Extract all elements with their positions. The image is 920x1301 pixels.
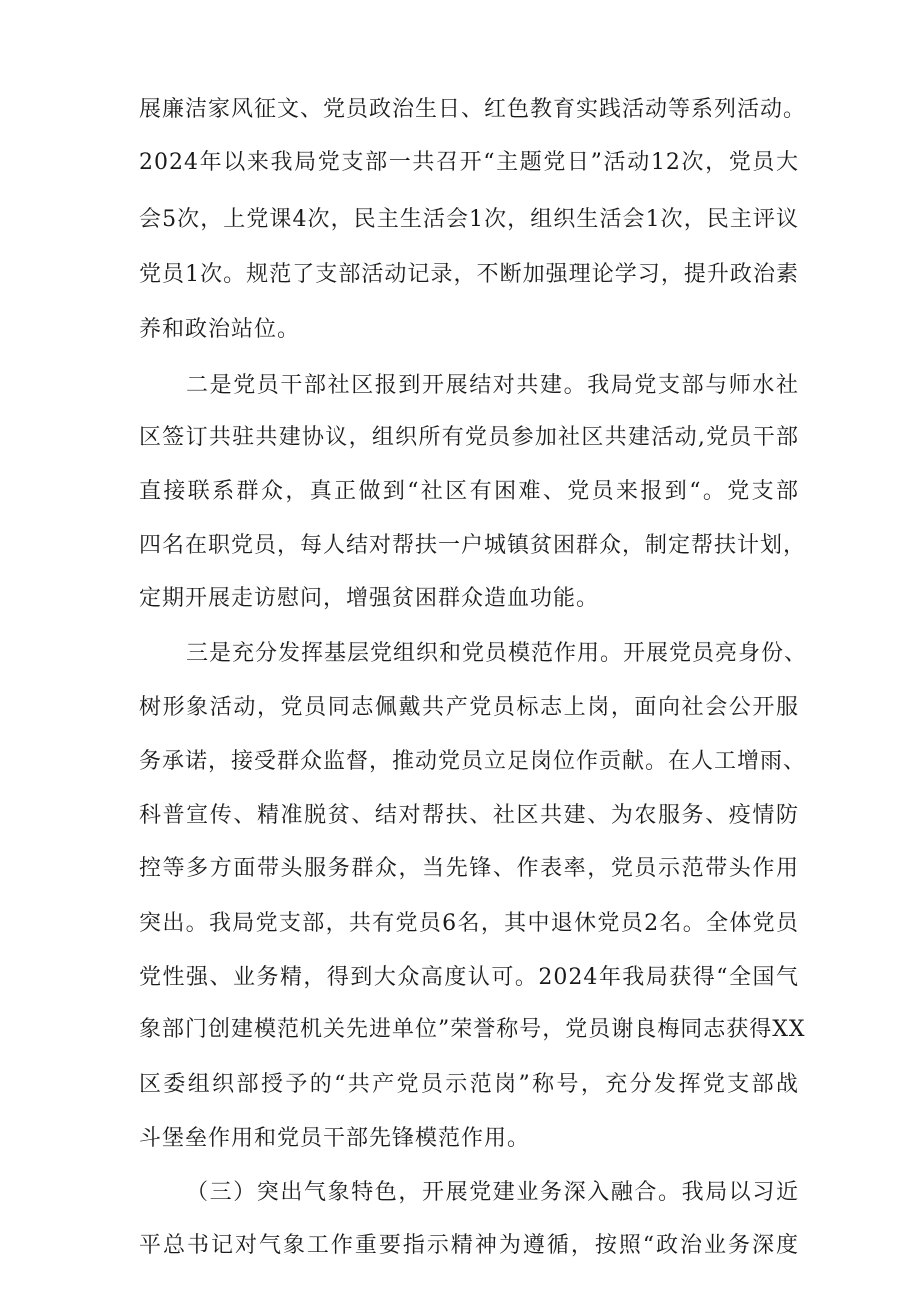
text-line: 二是党员干部社区报到开展结对共建。我局党支部与师水社 [186,373,799,398]
text-line: 定期开展走访慰问，增强贫困群众造血功能。 [139,586,600,611]
text-line: 科普宣传、精准脱贫、结对帮扶、社区共建、为农服务、疫情防 [139,803,799,828]
text-line: 党员1次。规范了支部活动记录，不断加强理论学习，提升政治素 [139,262,799,287]
text-line: 控等多方面带头服务群众，当先锋、作表率，党员示范带头作用 [139,856,799,881]
text-line: 党性强、业务精，得到大众高度认可。2024年我局获得“全国气 [139,965,799,990]
text-line: 区签订共驻共建协议，组织所有党员参加社区共建活动,党员干部 [139,425,799,450]
text-line: 养和政治站位。 [139,317,301,342]
text-line: 斗堡垒作用和党员干部先锋模范作用。 [139,1126,531,1151]
text-line: 区委组织部授予的“共产党员示范岗”称号，充分发挥党支部战 [139,1072,799,1097]
text-line: 2024年以来我局党支部一共召开“主题党日”活动12次，党员大 [139,150,799,175]
text-line: 直接联系群众，真正做到“社区有困难、党员来报到“。党支部 [139,479,799,504]
text-line: 展廉洁家风征文、党员政治生日、红色教育实践活动等系列活动。 [139,97,807,122]
text-line: 务承诺，接受群众监督，推动党员立足岗位作贡献。在人工增雨、 [139,749,807,774]
text-line: 三是充分发挥基层党组织和党员模范作用。开展党员亮身份、 [186,641,808,666]
text-line: 树形象活动，党员同志佩戴共产党员标志上岗，面向社会公开服 [139,695,799,720]
text-line: 平总书记对气象工作重要指示精神为遵循，按照“政治业务深度 [139,1233,799,1258]
text-line: （三）突出气象特色，开展党建业务深入融合。我局以习近 [186,1180,799,1205]
text-line: 突出。我局党支部，共有党员6名，其中退休党员2名。全体党员 [139,911,799,936]
text-line: 象部门创建模范机关先进单位”荣誉称号，党员谢良梅同志获得XX [139,1017,806,1042]
text-line: 会5次，上党课4次，民主生活会1次，组织生活会1次，民主评议 [139,207,799,232]
text-line: 四名在职党员，每人结对帮扶一户城镇贫困群众，制定帮扶计划， [139,533,807,558]
